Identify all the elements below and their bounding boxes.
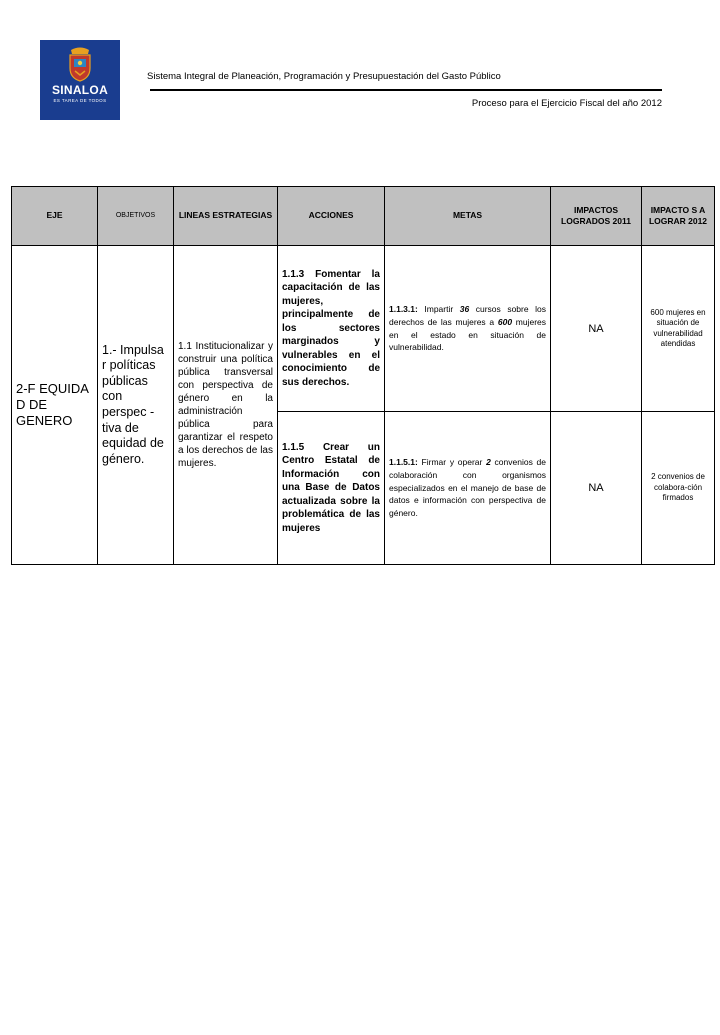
meta-text: mujeres en el estado en situación de vulnerabilidad. <box>389 316 546 353</box>
meta-number: 600 <box>497 316 513 327</box>
impacto-2011-cell: NA <box>551 412 642 565</box>
meta-cell <box>385 246 551 412</box>
column-header-objetivos: OBJETIVOS <box>98 187 174 246</box>
meta-text: convenios de colaboración con organismos especializados en el manejo de base de datos e información con perspectiva de género. <box>389 457 546 519</box>
coat-of-arms-icon <box>65 46 95 82</box>
column-header-metas: METAS <box>385 187 551 246</box>
process-title: Proceso para el Ejercicio Fiscal del año 2012 <box>471 98 662 109</box>
eje-cell: 2-F EQUIDA D DE GENERO <box>12 246 98 565</box>
column-header-eje: EJE <box>12 187 98 246</box>
objetivo-cell: 1.- Impulsa r políticas públicas con perspec -tiva de equidad de género. <box>98 246 174 565</box>
table-header-row <box>12 187 715 246</box>
meta-number: 2 <box>486 457 491 468</box>
column-header-acciones: ACCIONES <box>278 187 385 246</box>
column-header-impactos-2012: IMPACTO S A LOGRAR 2012 <box>642 187 715 246</box>
meta-code: 1.1.5.1: <box>389 457 418 468</box>
linea-cell: 1.1 Institucionalizar y construir una política pública transversal con perspectiva de género en la administración pública para garantizar el respeto a los derechos de las mujeres. <box>174 246 278 565</box>
header-divider <box>150 89 662 91</box>
table-row <box>12 246 715 412</box>
meta-text: cursos sobre los derechos de las mujeres a <box>389 304 547 327</box>
system-title: Sistema Integral de Planeación, Programación y Presupuestación del Gasto Público <box>147 71 501 82</box>
column-header-impactos-2011: IMPACTOS LOGRADOS 2011 <box>551 187 642 246</box>
column-header-lineas: LINEAS ESTRATEGIAS <box>174 187 278 246</box>
meta-code: 1.1.3.1: <box>389 304 418 314</box>
logo-text: SINALOA <box>51 83 109 97</box>
accion-cell: 1.1.3 Fomentar la capacitación de las mujeres, principalmente de los sectores marginados y vulnerables en el conocimiento de sus derechos. <box>278 246 385 412</box>
meta-cell <box>385 412 551 565</box>
logo-tagline: ES TAREA DE TODOS <box>53 98 107 103</box>
accion-cell: 1.1.5 Crear un Centro Estatal de Información con una Base de Datos actualizada sobre la problemática de las mujeres <box>278 412 385 565</box>
impacto-2012-cell: 2 convenios de colabora-ción firmados <box>642 412 715 565</box>
meta-number: 36 <box>459 304 470 314</box>
meta-text: Impartir <box>417 304 460 314</box>
planning-table <box>11 186 715 565</box>
sinaloa-logo <box>40 40 120 120</box>
impacto-2012-cell: 600 mujeres en situación de vulnerabilidad atendidas <box>642 246 715 412</box>
impacto-2011-cell: NA <box>551 246 642 412</box>
meta-text: Firmar y operar <box>417 457 487 468</box>
